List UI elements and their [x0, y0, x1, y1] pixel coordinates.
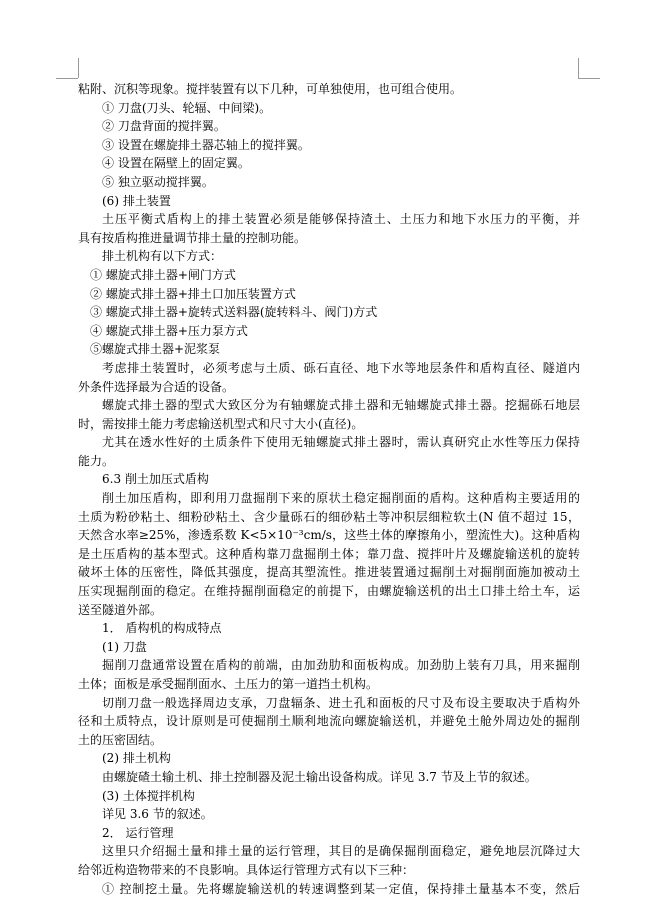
text-line: 土压平衡式盾构上的排土装置必须是能够保持渣土、土压力和地下水压力的平衡，并: [102, 212, 580, 227]
text-line: 土体；面板是承受掘削面水、土压力的第一道挡土机构。: [78, 677, 379, 691]
text-line: 土的压密固结。: [78, 732, 163, 747]
text-line: 是土压盾构的基本型式。这种盾构靠刀盘掘削土体；靠刀盘、搅拌叶片及螺旋输送机的旋转: [78, 546, 580, 561]
text-line: 切削刀盘一般选择周边支承，刀盘辐条、进土孔和面板的尺寸及布设主要取决于盾构外: [102, 695, 580, 710]
text-line: ④ 设置在隔壁上的固定翼。: [102, 156, 250, 171]
text-line: 尤其在透水性好的土质条件下使用无轴螺旋式排土器时，需认真研究止水性等压力保持: [102, 435, 580, 450]
text-line: 粘附、沉积等现象。搅拌装置有以下几种，可单独使用，也可组合使用。: [78, 82, 463, 96]
crop-mark-top-left-horizontal: [56, 78, 78, 79]
text-line: ① 螺旋式排土器+闸门方式: [90, 267, 236, 282]
crop-mark-top-right-vertical: [578, 58, 579, 78]
text-line: 能力。: [78, 453, 115, 468]
text-line: 这里只介绍掘土量和排土量的运行管理，其目的是确保掘削面稳定，避免地层沉降过大: [102, 844, 580, 859]
text-line: 压实现掘削面的稳定。在维持掘削面稳定的前提下，由螺旋输送机的出土口排土给土车，运: [78, 584, 580, 599]
crop-mark-top-right-horizontal: [578, 78, 600, 79]
text-line: 详见 3.6 节的叙述。: [102, 807, 213, 822]
text-line: ③ 设置在螺旋排土器芯轴上的搅拌翼。: [102, 137, 310, 152]
text-line: ⑤螺旋式排土器+泥浆泵: [90, 342, 221, 357]
text-line: (1) 刀盘: [102, 639, 147, 654]
text-line: ① 刀盘(刀头、轮辐、中间梁)。: [102, 100, 272, 115]
text-line: 破坏土体的压密性，降低其强度，提高其塑流性。推进装置通过掘削土对掘削面施加被动土: [78, 565, 580, 580]
text-line: 削土加压盾构，即利用刀盘掘削下来的原状土稳定掘削面的盾构。这种盾构主要适用的: [102, 491, 580, 506]
text-line: ① 控制挖土量。先将螺旋输送机的转速调整到某一定值，保持排土量基本不变，然后: [102, 881, 580, 896]
text-line: (6) 排土装置: [102, 193, 171, 208]
text-line: (3) 土体搅拌机构: [102, 788, 195, 803]
text-line: 送至隧道外部。: [78, 602, 163, 617]
text-line: 掘削刀盘通常设置在盾构的前端，由加劲肋和面板构成。加劲肋上装有刀具，用来掘削: [102, 658, 580, 673]
text-line: ③ 螺旋式排土器+旋转式送料器(旋转料斗、阀门)方式: [90, 305, 378, 320]
document-body: [78, 80, 580, 898]
text-line: 具有按盾构推进量调节排土量的控制功能。: [78, 230, 307, 245]
text-line: 2． 运行管理: [102, 825, 174, 840]
text-line: ② 螺旋式排土器+排土口加压装置方式: [90, 286, 296, 301]
text-line: 径和土质特点，设计原则是可使掘削土顺利地流向螺旋输送机，并避免土舱外周边处的掘削: [78, 714, 580, 729]
text-line: ⑤ 独立驱动搅拌翼。: [102, 174, 214, 189]
crop-mark-top-left-vertical: [78, 58, 79, 78]
text-line: 6.3 削土加压式盾构: [102, 472, 209, 487]
text-line: 时，需按排土能力考虑输送机型式和尺寸大小(直径)。: [78, 416, 364, 431]
text-line: 给邻近构造物带来的不良影响。具体运行管理方式有以下三种：: [78, 862, 415, 877]
text-line: ④ 螺旋式排土器+压力泵方式: [90, 323, 248, 338]
text-line: ② 刀盘背面的搅拌翼。: [102, 119, 226, 134]
text-line: 由螺旋碴土输土机、排土控制器及泥土输出设备构成。详见 3.7 节及上节的叙述。: [102, 769, 537, 784]
text-line: 外条件选择最为合适的设备。: [78, 379, 235, 394]
text-line: 土质为粉砂粘土、细粉砂粘土、含少量砾石的细砂粘土等冲积层细粒软土(N 值不超过 15，: [78, 509, 580, 524]
text-line: (2) 排土机构: [102, 751, 171, 766]
text-line: 1． 盾构机的构成特点: [102, 621, 222, 636]
text-line: 排土机构有以下方式：: [102, 249, 223, 264]
text-line: 螺旋式排土器的型式大致区分为有轴螺旋式排土器和无轴螺旋式排土器。挖掘砾石地层: [102, 398, 580, 413]
text-line: 天然含水率≥25%，渗透系数 K<5×10⁻³cm/s，这些土体的摩擦角小，塑流性大)。这种盾构: [78, 528, 580, 543]
text-line: 考虑排土装置时，必须考虑与土质、砾石直径、地下水等地层条件和盾构直径、隧道内: [102, 360, 580, 375]
